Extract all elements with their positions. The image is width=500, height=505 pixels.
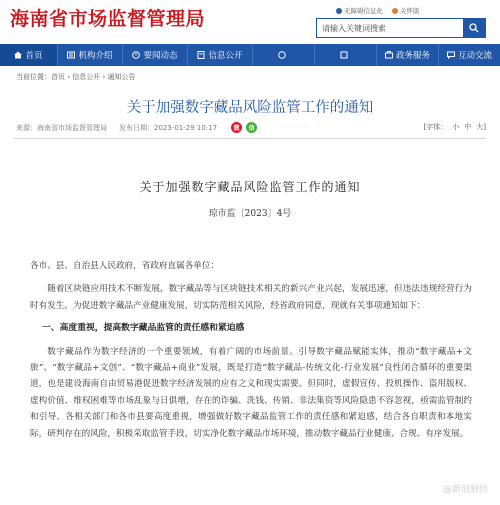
document-number: 琼市监〔2023〕4号 — [208, 209, 292, 219]
section-heading-1: 一、高度重视，提高数字藏品监管的责任感和紧迫感 — [42, 323, 245, 334]
paragraph-2: 数字藏品作为数字经济的一个重要领域，有着广阔的市场前景。引导数字藏品赋能实体，推动“数字藏品+文旅”、“数字藏品+文创”、“数字藏品+商业”发展，既是打造“数字藏品-传统文化-行业发展”良性闭合循环的重要渠道，也是建设海南自由贸易港促进数字经济发展的应有之义和现实需要。但同时，虚假宣传、投机操作、盗用版权、虚构价值、维权困难等市场乱象与日俱增，存在的诈骗、洗钱、传销、非法集资等风险隐患不容忽视，亟需监管制约和引导。各相关部门和各市县要高度重视，增强做好数字藏品监管工作的责任感和紧迫感，结合各自职责和本地实际，研判存在的风险，积极采取监管手段，切实净化数字藏品市场环境，推动数字藏品行业健康、合规、有序发展。 — [30, 346, 472, 439]
document-title: 关于加强数字藏品风险监管工作的通知 — [139, 180, 361, 194]
title-divider — [14, 138, 486, 139]
nav-about[interactable]: 机构介绍 — [58, 44, 123, 66]
article-title: 关于加强数字藏品风险监管工作的通知 — [126, 100, 374, 116]
services-icon — [385, 51, 393, 59]
weibo-share-icon[interactable]: 微 — [231, 122, 242, 133]
breadcrumb[interactable]: 当前位置：首页 › 信息公开 › 通知公告 — [16, 73, 136, 81]
search-input[interactable] — [317, 19, 463, 37]
main-nav — [0, 44, 500, 66]
document-icon — [197, 51, 205, 59]
salutation: 各市、县、自治县人民政府，省政府直属各单位： — [30, 261, 220, 271]
font-small-button[interactable]: 小 — [452, 123, 460, 131]
nav-home[interactable]: 首页 — [0, 44, 58, 66]
news-icon — [132, 51, 140, 59]
search-icon — [469, 23, 479, 33]
search-button[interactable] — [463, 19, 485, 37]
care-icon — [392, 8, 398, 14]
watermark: @新浪财经 — [442, 485, 488, 495]
org-icon — [67, 51, 75, 59]
accessibility-link[interactable]: 无障碍信息化 — [336, 6, 383, 15]
share-buttons — [231, 122, 261, 133]
article-meta — [16, 122, 261, 133]
paragraph-1: 随着区块链应用技术不断发展，数字藏品等与区块链技术相关的新兴产业兴起，发展迅速，但违法违规经营行为时有发生。为促进数字藏品产业健康发展，切实防范相关风险，经省政府同意，现就有关事项通知如下： — [30, 284, 472, 311]
site-logo[interactable]: 海南省市场监督管理局 — [10, 8, 206, 30]
nav-info-public[interactable]: 信息公开 — [188, 44, 253, 66]
wechat-share-icon[interactable]: 信 — [246, 122, 257, 133]
article-source: 来源：海南省市场监督管理局 — [16, 123, 107, 132]
nav-6-icon — [340, 51, 348, 59]
nav-interaction[interactable]: 互动交流 — [439, 44, 500, 66]
font-medium-button[interactable]: 中 — [464, 123, 472, 131]
nav-item-6[interactable] — [315, 44, 377, 66]
care-mode-link[interactable]: 关怀版 — [392, 6, 420, 15]
nav-item-5[interactable] — [253, 44, 315, 66]
chat-icon — [447, 51, 455, 59]
accessibility-icon — [336, 8, 342, 14]
site-header — [0, 0, 500, 40]
nav-news[interactable]: 要闻动态 — [123, 44, 188, 66]
article-body — [30, 258, 472, 442]
font-size-control: [字体： 小 中 大] — [423, 123, 486, 131]
nav-services[interactable]: 政务服务 — [377, 44, 439, 66]
font-large-button[interactable]: 大] — [476, 123, 486, 131]
search-box — [316, 18, 486, 38]
nav-5-icon — [278, 51, 286, 59]
home-icon — [14, 51, 22, 59]
article-date: 发布日期：2023-01-29 10:17 — [119, 123, 218, 132]
